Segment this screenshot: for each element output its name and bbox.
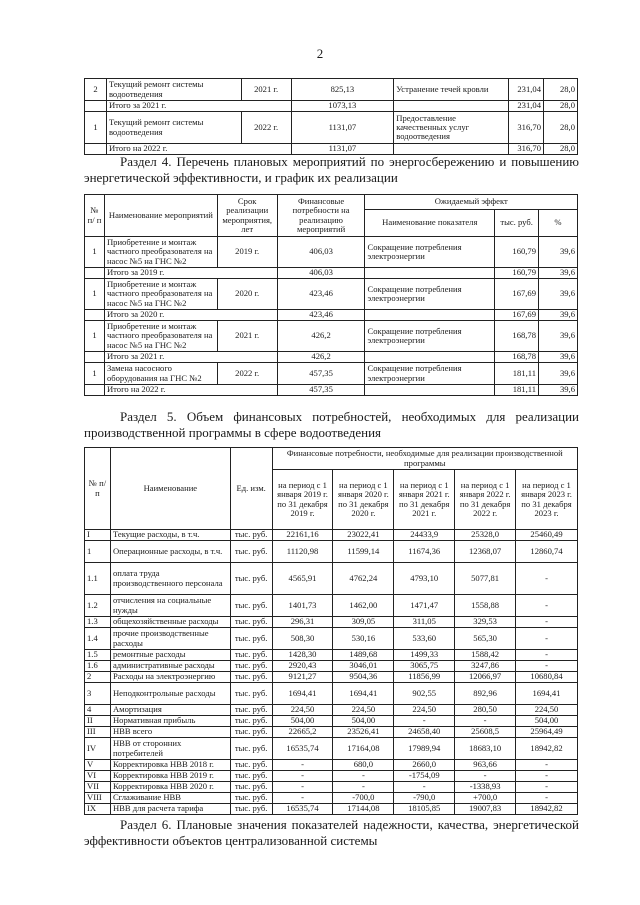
table-row: 1 Операционные расходы, в т.ч. тыс. руб. 11120,98 11599,14 11674,36 12368,07 12860,74 <box>85 541 578 563</box>
table-row: VIII Сглаживание НВВ тыс. руб. - -700,0 -790,0 +700,0 - <box>85 793 578 804</box>
table-row: 1.3 общехозяйственные расходы тыс. руб. 296,31 309,05 311,05 329,53 - <box>85 617 578 628</box>
energy-measures-table <box>84 194 578 396</box>
table-row: Итого за 2020 г. 423,46 167,69 39,6 <box>85 310 578 321</box>
table-row: 1.5 ремонтные расходы тыс. руб. 1428,30 1489,68 1499,33 1588,42 - <box>85 650 578 661</box>
table-row: 4 Амортизация тыс. руб. 224,50 224,50 224,50 280,50 224,50 <box>85 705 578 716</box>
financial-needs-table <box>84 447 578 815</box>
table-row: Итого за 2021 г. 1073,13 231,04 28,0 <box>85 101 578 112</box>
table-header-row: № п/ п Наименование мероприятий Срок реализации мероприятия, лет Финансовые потребности на реализацию мероприятий Ожидаемый эффект <box>85 195 578 210</box>
table-row: 1 Приобретение и монтаж частного преобразователя на насос №5 на ГНС №2 2021 г. 426,2 Сокращение потребления электроэнергии 168,78 39,6 <box>85 321 578 352</box>
table-row: Итого за 2021 г. 426,2 168,78 39,6 <box>85 352 578 363</box>
table-row: 1.6 административные расходы тыс. руб. 2920,43 3046,01 3065,75 3247,86 - <box>85 661 578 672</box>
table-row: IX НВВ для расчета тарифа тыс. руб. 16535,74 17144,08 18105,85 19007,83 18942,82 <box>85 804 578 815</box>
table-row: 1 Текущий ремонт системы водоотведения 2022 г. 1131,07 Предоставление качественных услуг водоотведения 316,70 28,0 <box>85 112 578 144</box>
table-row: 2 Расходы на электроэнергию тыс. руб. 9121,27 9504,36 11856,99 12066,97 10680,84 <box>85 672 578 683</box>
table-row: 1.2 отчисления на социальные нужды тыс. руб. 1401,73 1462,00 1471,47 1558,88 - <box>85 595 578 617</box>
table-row: Итого на 2022 г. 457,35 181,11 39,6 <box>85 385 578 396</box>
table-row: VI Корректировка НВВ 2019 г. тыс. руб. - - -1754,09 - - <box>85 771 578 782</box>
table-row: 1.4 прочие производственные расходы тыс. руб. 508,30 530,16 533,60 565,30 - <box>85 628 578 650</box>
table-row: 1 Приобретение и монтаж частного преобразователя на насос №5 на ГНС №2 2019 г. 406,03 Сокращение потребления электроэнергии 160,79 39,6 <box>85 237 578 268</box>
table-row: Итого на 2022 г. 1131,07 316,70 28,0 <box>85 144 578 155</box>
table-row: 3 Неподконтрольные расходы тыс. руб. 1694,41 1694,41 902,55 892,96 1694,41 <box>85 683 578 705</box>
table-row: 1.1 оплата труда производственного персонала тыс. руб. 4565,91 4762,24 4793,10 5077,81 - <box>85 563 578 595</box>
table-row: III НВВ всего тыс. руб. 22665,2 23526,41 24658,40 25608,5 25964,49 <box>85 727 578 738</box>
financial-needs-body <box>85 530 578 815</box>
table-header-row: № п/п Наименование Ед. изм. Финансовые потребности, необходимые для реализации производственной программы <box>85 448 578 470</box>
repair-table <box>84 78 578 155</box>
section-4-title: Раздел 4. Перечень плановых мероприятий по энергосбережению и повышению энергетической эффективности, и график их реализации <box>84 154 579 185</box>
page-number: 2 <box>316 46 324 61</box>
table-row: VII Корректировка НВВ 2020 г. тыс. руб. - - - -1338,93 - <box>85 782 578 793</box>
table-row: II Нормативная прибыль тыс. руб. 504,00 504,00 - - 504,00 <box>85 716 578 727</box>
table-row: I Текущие расходы, в т.ч. тыс. руб. 22161,16 23022,41 24433,9 25328,0 25460,49 <box>85 530 578 541</box>
section-6-title: Раздел 6. Плановые значения показателей надежности, качества, энергетической эффективности объектов централизованной системы <box>84 817 579 848</box>
table-row: Итого за 2019 г. 406,03 160,79 39,6 <box>85 268 578 279</box>
table-row: 1 Приобретение и монтаж частного преобразователя на насос №5 на ГНС №2 2020 г. 423,46 Сокращение потребления электроэнергии 167,69 39,6 <box>85 279 578 310</box>
table-header-row: на период с 1 января 2019 г. по 31 декабря 2019 г. на период с 1 января 2020 г. по 31 декабря 2020 г. на период с 1 января 2021 г. по 31 декабря 2021 г. на период с 1 января 2022 г. по 31 декабря 2022 г. на период с 1 января 2023 г. по 31 декабря 2023 г. <box>85 470 578 530</box>
table-header-row: Наименование показателя тыс. руб. % <box>85 210 578 237</box>
section-5-title: Раздел 5. Объем финансовых потребностей, необходимых для реализации производственной программы в сфере водоотведения <box>84 409 579 440</box>
table-row: V Корректировка НВВ 2018 г. тыс. руб. - 680,0 2660,0 963,66 - <box>85 760 578 771</box>
table-row: 2 Текущий ремонт системы водоотведения 2021 г. 825,13 Устранение течей кровли 231,04 28,0 <box>85 79 578 101</box>
table-row: 1 Замена насосного оборудования на ГНС №2 2022 г. 457,35 Сокращение потребления электроэнергии 181,11 39,6 <box>85 363 578 385</box>
table-row: IV НВВ от сторонних потребителей тыс. руб. 16535,74 17164,08 17989,94 18683,10 18942,82 <box>85 738 578 760</box>
